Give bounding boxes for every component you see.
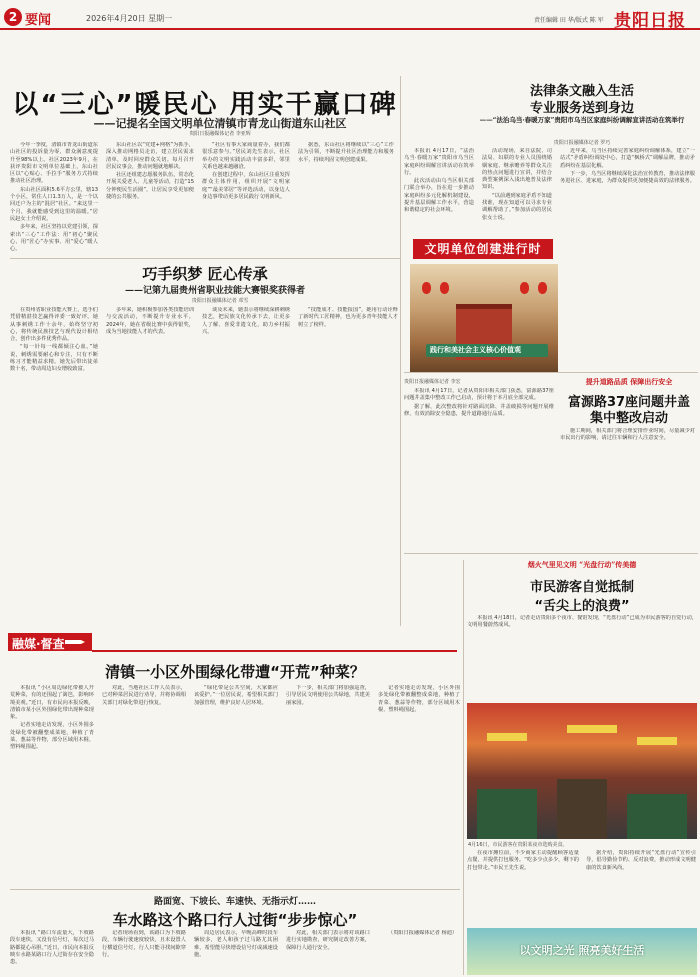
story6-column-3 bbox=[194, 685, 278, 895]
paragraph: 据介绍，贵阳持续开展“光盘行动”宣传引导，倡导勤俭节约、反对浪费，推动形成文明健康的饮食新风尚。 bbox=[586, 850, 696, 871]
story7-column-4 bbox=[286, 930, 370, 975]
story2-column-2 bbox=[482, 148, 552, 238]
story3-subtitle: ——记第九届贵州省职业技能大赛银奖获得者 bbox=[124, 286, 305, 296]
paragraph: 据悉，东山社区将继续以“三心”工作法为引领，不断提升社区治理能力和服务水平，持续巩固文明创建成果。 bbox=[298, 142, 394, 163]
column-rule bbox=[92, 650, 457, 652]
photo-night-market bbox=[467, 703, 697, 839]
paragraph: 本报讯 4月17日，记者从贵阳市相关部门获悉，富源路37座问题井盖集中整改工作已启动，预计将于本月底全部完成。 bbox=[404, 388, 554, 402]
photo-caption: 4月16日，市民游客在贵阳某夜市选购美食。 bbox=[468, 842, 568, 848]
story6-column-2 bbox=[102, 685, 186, 895]
story4-column-2 bbox=[560, 428, 695, 548]
paragraph: 谈及未来，她表示将继续深耕刺绣技艺，把民族文化传承下去，让更多人了解、喜爱非遗文化，助力乡村振兴。 bbox=[202, 307, 290, 335]
paragraph: “技能成才、技能报国”，她用行动诠释了新时代工匠精神，也为更多青年技能人才树立了榜样。 bbox=[298, 307, 398, 328]
story4-kicker: 提升道路品质 保障出行安全 bbox=[585, 377, 673, 386]
story1-title: 以“三心”暖民心 用实干赢口碑 bbox=[12, 90, 398, 120]
story7-column-2 bbox=[102, 930, 186, 975]
paragraph: 本报讯 “路口车流量大，下坡路段车速快，又没有信号灯，每次过马路都提心吊胆。”近日，市民向本报反映车水路某路口行人过街存在安全隐患。 bbox=[10, 930, 94, 966]
story6-column-1 bbox=[10, 685, 94, 895]
section-divider bbox=[404, 553, 698, 554]
story3-column-3 bbox=[202, 307, 290, 625]
page-number: 2 bbox=[4, 8, 22, 26]
story6-column-4 bbox=[286, 685, 370, 895]
story7-kicker: 路面宽、下坡长、车速快、无指示灯…… bbox=[153, 897, 316, 907]
paragraph: 在夜市摊位前，不少商家主动提醒顾客适量点餐，并提供打包服务。“吃多少点多少，剩下的打包带走。”市民王先生说。 bbox=[467, 850, 579, 871]
story3-column-2 bbox=[106, 307, 194, 625]
column-divider bbox=[463, 560, 464, 975]
story6-title: 清镇一小区外围绿化带遭“开荒”种菜？ bbox=[105, 663, 365, 681]
paragraph: 记者实地走访发现，小区外围多处绿化带被翻整成菜地，种植了青菜、葱蒜等作物，部分区域用木棍、塑料绳围起。 bbox=[378, 685, 460, 713]
paragraph: 在贵州省职业技能大赛上，选手们凭借精湛技艺赢得评委一致好评。她从事刺绣工作十余年，始终坚守初心，将传统民族技艺与现代设计相结合，创作出多件优秀作品。 bbox=[10, 307, 98, 343]
story1-byline: 贵阳日报融媒体记者 李亚辉 bbox=[189, 131, 251, 137]
story3-byline: 贵阳日报融媒体记者 邓雪 bbox=[191, 298, 249, 304]
story5-title: 市民游客自觉抵制 bbox=[529, 580, 634, 595]
newspaper-logo: 贵阳日报 bbox=[614, 11, 686, 31]
paragraph: 东山社区面积5.6平方公里，辖13个小区，常住人口1.3万人，是一个以回迁户为主的“混居”社区。“来这里一个月，我就能感受到这里的温暖。”居民赵女士介绍说。 bbox=[10, 186, 98, 222]
story6-column-5 bbox=[378, 685, 460, 895]
section-name: 要闻 bbox=[25, 13, 52, 28]
paragraph: 记者实地走访发现，小区外围多处绿化带被翻整成菜地，种植了青菜、葱蒜等作物，部分区域用木棍、塑料绳围起。 bbox=[10, 722, 94, 751]
column-label-box bbox=[8, 633, 92, 651]
story3-column-1 bbox=[10, 307, 98, 625]
story2-column-3 bbox=[560, 148, 695, 356]
paragraph: 周边居民表示，早晚高峰时段车辆较多，老人和孩子过马路尤其困难，希望能尽快增设信号灯或减速设施。 bbox=[194, 930, 278, 958]
story5-kicker: 烟火气里见文明 “光盘行动”传美德 bbox=[527, 560, 637, 569]
section-divider bbox=[10, 889, 460, 890]
paragraph: “以前遇到家庭矛盾不知道找谁，现在知道可以寻求专业调解帮助了。”参加活动的居民张女士说。 bbox=[482, 192, 552, 221]
paragraph: “绿化带是公共空间，大家都应该爱护。”一位居民说，希望相关部门加强管理，维护良好人居环境。 bbox=[194, 685, 278, 706]
editor-credits: 责任编辑 田 华/版式 陈 军 bbox=[534, 17, 604, 24]
poster-slogan: 以文明之光 照亮美好生活 bbox=[519, 944, 645, 957]
story2-kicker: 法律条文融入生活 bbox=[529, 84, 634, 99]
photo-community-event bbox=[410, 264, 558, 372]
paragraph: 在创建过程中，东山社区注重发挥群众主体作用，组织开展“文明家庭”“最美邻居”等评选活动，以身边人身边事带动更多居民践行文明新风。 bbox=[202, 172, 290, 201]
story4-title: 富源路37座问题井盖 bbox=[567, 395, 691, 410]
paragraph: （贵阳日报融媒体记者 杨迪） bbox=[388, 930, 458, 936]
story3-column-4 bbox=[298, 307, 398, 625]
paragraph: 据了解，此次整改将针对路面沉降、井盖破损等问题开展维修，有效消除安全隐患，提升道路通行品质。 bbox=[404, 403, 554, 417]
paragraph: 对此，当地社区工作人员表示，已对种菜居民进行劝导，并将协调相关部门对绿化带进行恢复。 bbox=[102, 685, 186, 706]
paragraph: 社区还组建志愿服务队伍，常态化开展关爱老人、儿童等活动，打造“15分钟便民生活圈”，让居民享受更加便捷的公共服务。 bbox=[106, 172, 194, 201]
photo-civilization-poster bbox=[467, 928, 697, 975]
paragraph: “每一针每一线都倾注心血。”她说，刺绣需要耐心和专注，只有不断练习才能精益求精。她先后带出徒弟数十名，带动周边妇女增收致富。 bbox=[10, 344, 98, 373]
paragraph: 今年一季度，清镇市青龙山街道东山社区的投诉量为零，群众满意度提升至98%以上。社区2023年9月，在获评贵阳市文明单位基础上，东山社区以“心贴心、手拉手”服务方式持续推动社区治理。 bbox=[10, 142, 98, 185]
story7-column-3 bbox=[194, 930, 278, 975]
story5-title-line2: “舌尖上的浪费” bbox=[534, 599, 630, 614]
column-divider bbox=[400, 76, 401, 626]
story5-intro bbox=[467, 615, 697, 700]
paragraph: 多年来，她积极参加各类技能培训与交流活动，不断提升专业水平。2024年，她在省级比赛中获得银奖，成为当地技能人才的代表。 bbox=[106, 307, 194, 335]
column-label: 融媒·督查 bbox=[12, 637, 65, 651]
page-header bbox=[0, 0, 700, 30]
story7-column-1 bbox=[10, 930, 94, 975]
paragraph: 近年来，乌当区持续完善家庭纠纷调解体系，建立“一站式”矛盾纠纷调处中心，打造“枫桥式”调解品牌，推动矛盾纠纷在基层化解。 bbox=[560, 148, 695, 169]
story4-title-line2: 集中整改启动 bbox=[589, 411, 668, 426]
story7-column-5 bbox=[378, 930, 460, 975]
paragraph: 本报讯 4月18日，记者走访贵阳多个夜市、餐馆发现，“光盘行动”已成为市民游客的自觉行动，文明用餐蔚然成风。 bbox=[467, 615, 697, 629]
photo-slogan: 践行和美社会主义核心价值观 bbox=[426, 344, 548, 357]
story5-column-1 bbox=[467, 850, 579, 925]
paragraph: 本报讯 4月17日，“法治乌当·春暖万家”贵阳市乌当区家庭纠纷调解宣讲活动在筑举行。 bbox=[404, 148, 474, 176]
paragraph: 对此，相关部门表示将对该路口进行实地勘查，研究制定改善方案，保障行人通行安全。 bbox=[286, 930, 370, 951]
paragraph: “社区有事大家商量着办，我们都很乐意参与。”居民刘先生表示，社区举办的文明实践活动丰富多彩，邻里关系也越来越融洽。 bbox=[202, 142, 290, 170]
paragraph: 活动现场，来自法院、司法局、妇联的专业人员围绕婚姻家庭、继承赡养等群众关注的热点问题进行宣讲，并结合典型案例深入浅出地普及法律知识。 bbox=[482, 148, 552, 191]
paragraph: 多年来，社区坚持以党建引领，探索出“三心”工作法：用“初心”聚民心、用“匠心”办实事、用“爱心”暖人心。 bbox=[10, 224, 98, 253]
paragraph: 下一步，相关部门将加强巡查，引导居民文明使用公共绿地，共建美丽家园。 bbox=[286, 685, 370, 706]
paragraph: 记者现场看到，该路口为下坡路段，车辆行驶速度较快，且未设置人行横道信号灯，行人只能寻找间隙穿行。 bbox=[102, 930, 186, 958]
campaign-banner: 文明单位创建进行时 bbox=[413, 239, 553, 259]
issue-date: 2026年4月20日 星期一 bbox=[86, 14, 173, 23]
paragraph: 施工期间，相关部门将合理安排作业时间，尽量减少对市民出行的影响，请过往车辆和行人注意安全。 bbox=[560, 428, 695, 442]
story5-column-2 bbox=[586, 850, 696, 925]
story2-column-1 bbox=[404, 148, 474, 238]
story1-subtitle: ——记提名全国文明单位清镇市青龙山街道东山社区 bbox=[93, 117, 347, 130]
story2-subtitle: ——“法治乌当·春暖万家”贵阳市乌当区家庭纠纷调解宣讲活动在筑举行 bbox=[479, 116, 685, 124]
section-divider bbox=[404, 372, 698, 373]
section-divider bbox=[10, 258, 400, 259]
story3-title: 巧手织梦 匠心传承 bbox=[142, 265, 268, 283]
story4-byline: 贵阳日报融媒体记者 李宏 bbox=[404, 379, 461, 385]
story4-column-1 bbox=[404, 388, 554, 548]
paragraph: 东山社区以“党建+网格”为抓手，深入推动网格员走访，建立居民需求清单，及时回应群众关切。每月召开居民议事会，推动问题就地解决。 bbox=[106, 142, 194, 170]
paragraph: 下一步，乌当区将继续深化法治宣传教育，推动法律服务进社区、进家庭，为群众提供更加便捷高效的法律服务。 bbox=[560, 170, 695, 185]
pencil-icon bbox=[64, 636, 86, 648]
paragraph: 本报讯 “小区周边绿化带被人开荒种菜，有的还围起了篱笆，影响环境美观。”近日，有市民向本报反映，清镇市某小区外围绿化带出现种菜现象。 bbox=[10, 685, 94, 721]
paragraph: 此次活动由乌当区相关部门联合举办，旨在进一步推动家庭纠纷多元化解机制建设，提升基层调解工作水平，营造和谐稳定的社会环境。 bbox=[404, 178, 474, 214]
story2-byline: 贵阳日报融媒体记者 罗巧 bbox=[553, 140, 611, 146]
story7-title: 车水路这个路口行人过街“步步惊心” bbox=[112, 911, 358, 929]
story2-title: 专业服务送到身边 bbox=[529, 101, 634, 116]
